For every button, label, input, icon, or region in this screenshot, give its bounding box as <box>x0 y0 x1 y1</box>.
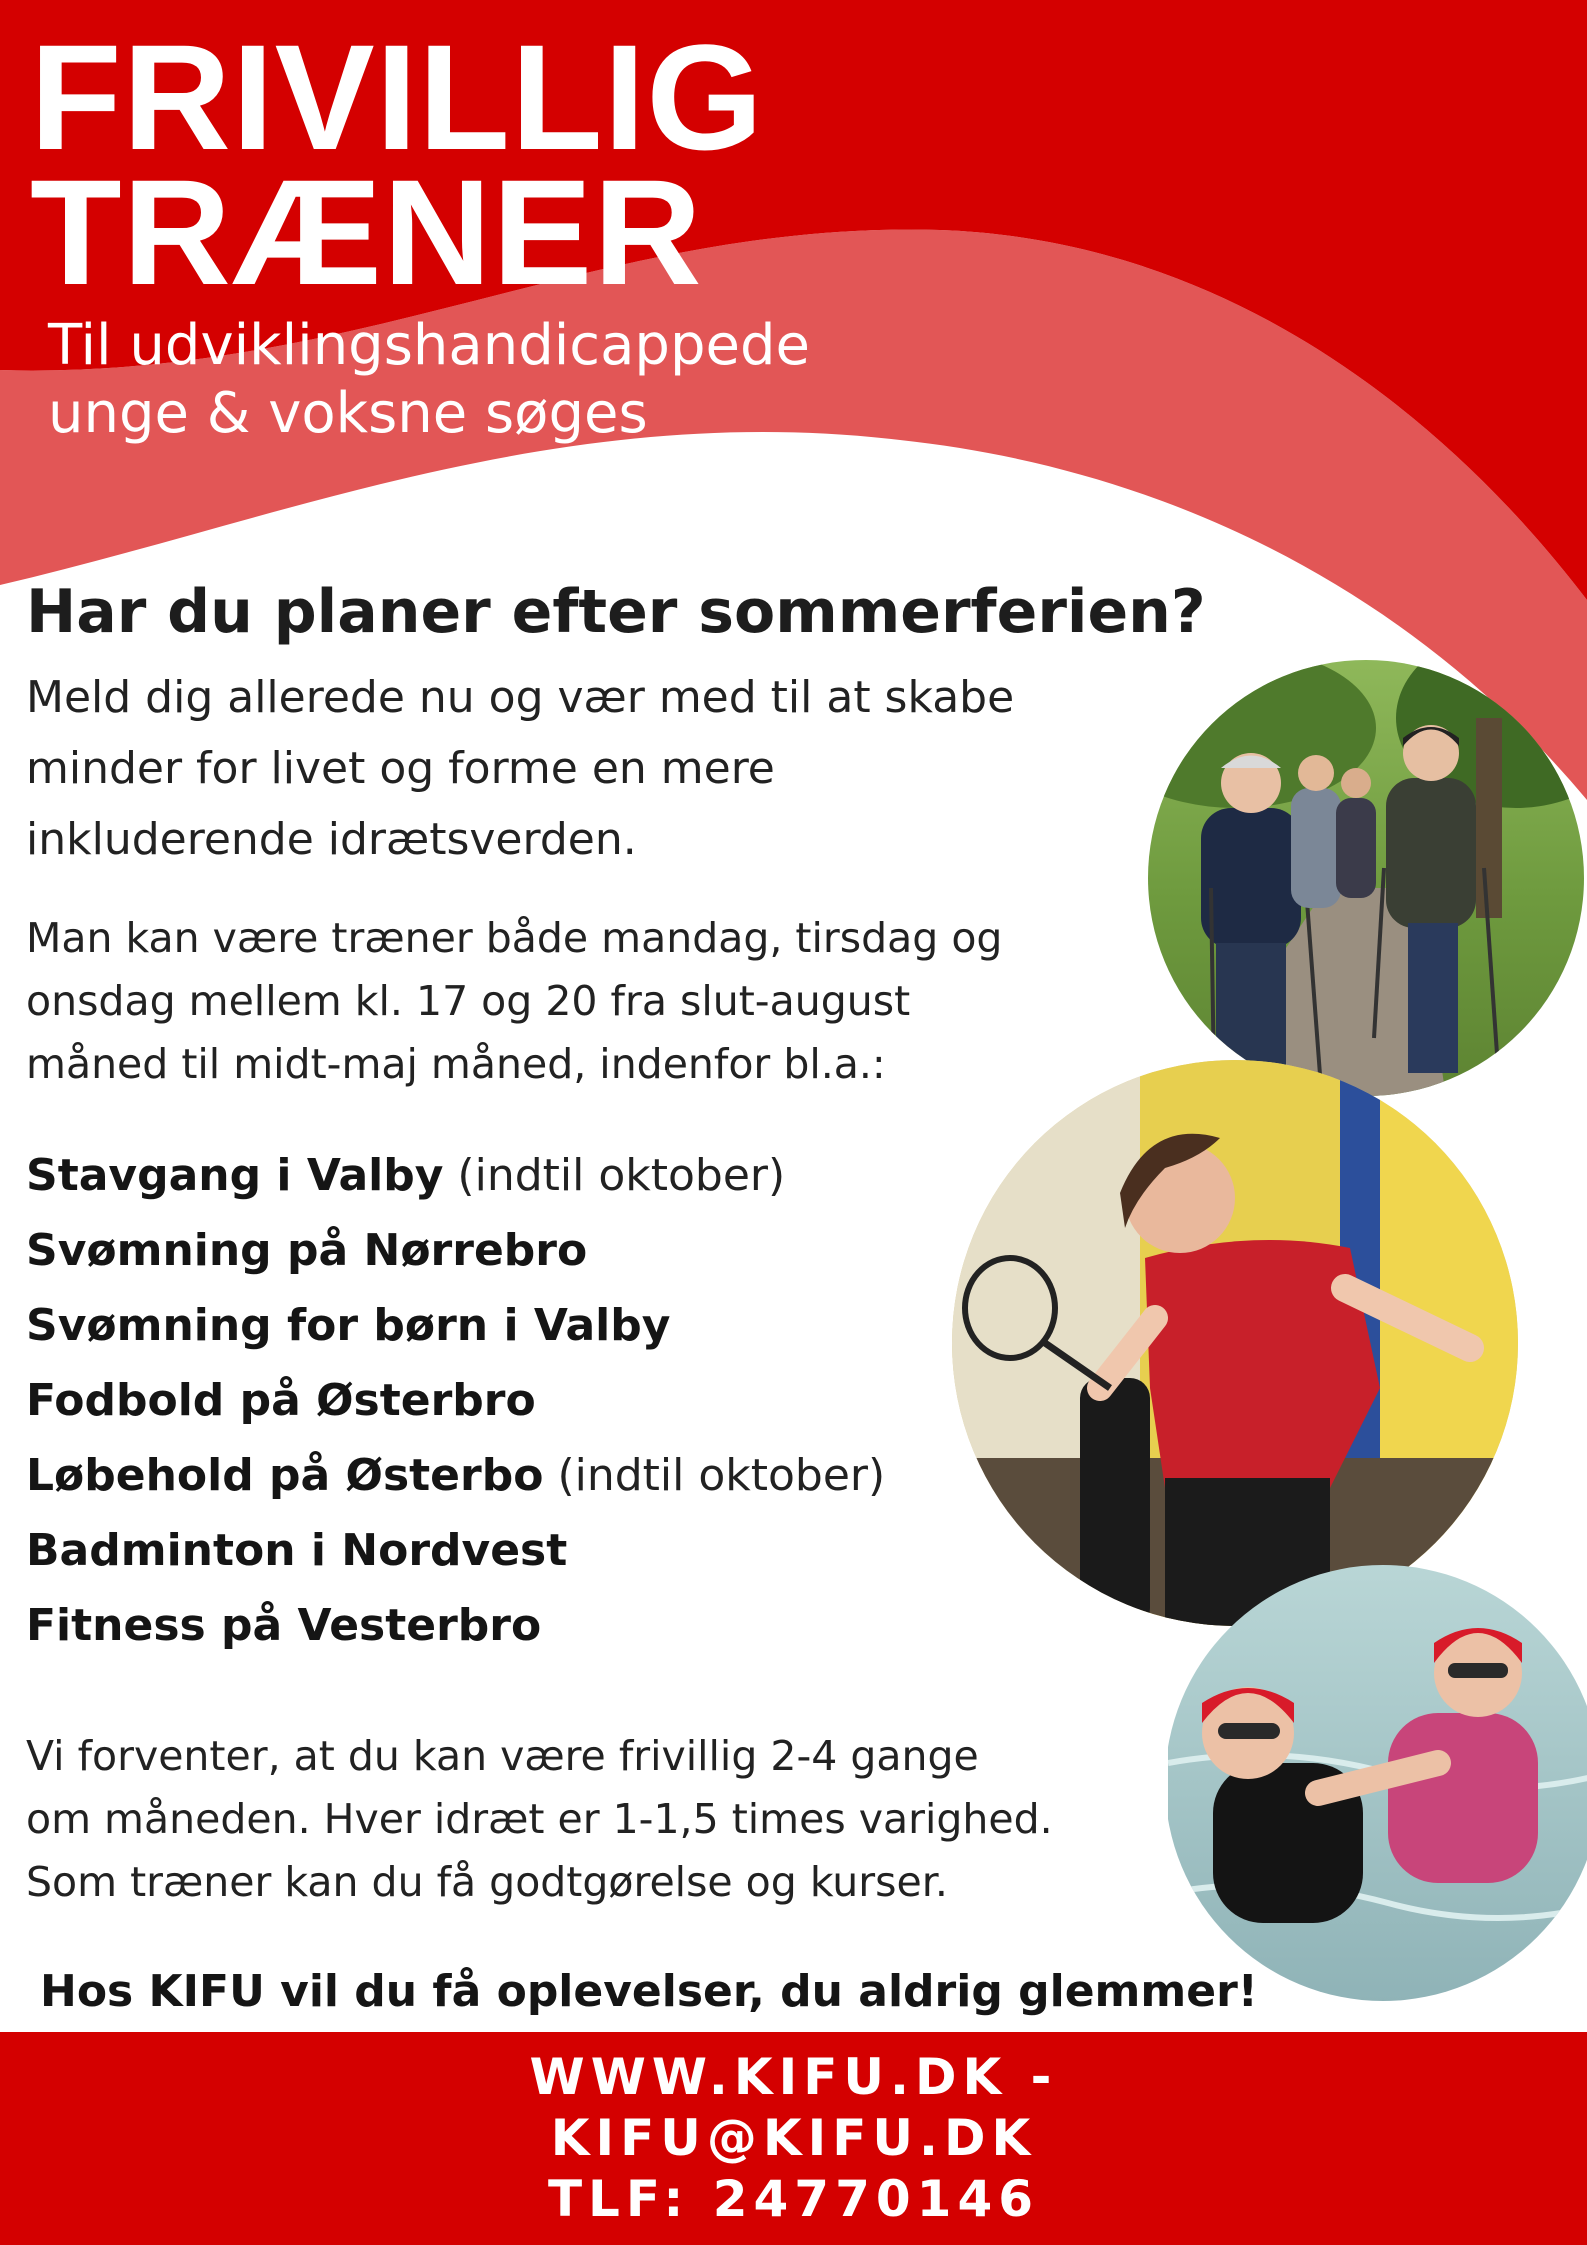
sport-item <box>26 1363 885 1438</box>
sport-item <box>26 1588 885 1663</box>
sport-item <box>26 1213 885 1288</box>
schedule-paragraph <box>26 907 1002 1096</box>
sports-list <box>26 1138 885 1663</box>
intro-line: inkluderende idrætsverden. <box>26 814 637 865</box>
title-line-2: TRÆNER <box>30 148 703 316</box>
sport-item <box>26 1513 885 1588</box>
subtitle-line-1: Til udviklingshandicappede <box>48 313 810 378</box>
tagline: Hos KIFU vil du få oplevelser, du aldrig glemmer! <box>40 1966 1258 2017</box>
badminton-photo <box>950 1058 1520 1628</box>
website-link[interactable]: WWW.KIFU.DK - <box>529 2048 1058 2106</box>
intro-line: minder for livet og forme en mere <box>26 743 775 794</box>
sport-item <box>26 1138 885 1213</box>
schedule-line: onsdag mellem kl. 17 og 20 fra slut-august <box>26 977 911 1025</box>
sport-name: Svømning på Nørrebro <box>26 1225 588 1276</box>
page-title <box>30 13 764 316</box>
sport-name: Badminton i Nordvest <box>26 1525 568 1576</box>
headline: Har du planer efter sommerferien? <box>26 577 1206 647</box>
sport-name: Fodbold på Østerbro <box>26 1375 536 1426</box>
schedule-line: Man kan være træner både mandag, tirsdag og <box>26 914 1003 962</box>
contact-footer <box>0 2032 1587 2245</box>
subtitle-line-2: unge & voksne søges <box>48 381 648 446</box>
nordic-walking-photo <box>1146 658 1586 1098</box>
schedule-line: måned til midt-maj måned, indenfor bl.a.: <box>26 1040 886 1088</box>
expect-line: om måneden. Hver idræt er 1-1,5 times varighed. <box>26 1795 1053 1843</box>
sport-name: Stavgang i Valby <box>26 1150 444 1201</box>
email-link[interactable]: KIFU@KIFU.DK <box>550 2109 1037 2167</box>
sport-name: Fitness på Vesterbro <box>26 1600 542 1651</box>
title-line-1: FRIVILLIG <box>30 13 764 181</box>
phone-number[interactable]: TLF: 24770146 <box>547 2170 1040 2228</box>
sport-item <box>26 1288 885 1363</box>
expect-line: Som træner kan du få godtgørelse og kurser. <box>26 1858 948 1906</box>
sport-name: Løbehold på Østerbo <box>26 1450 544 1501</box>
sport-note: (indtil oktober) <box>557 1450 886 1501</box>
sport-note: (indtil oktober) <box>457 1150 786 1201</box>
intro-line: Meld dig allerede nu og vær med til at skabe <box>26 672 1015 723</box>
swimming-photo <box>1168 1563 1587 2003</box>
sport-item <box>26 1438 885 1513</box>
sport-name: Svømning for børn i Valby <box>26 1300 671 1351</box>
expect-line: Vi forventer, at du kan være frivillig 2-4 gange <box>26 1732 979 1780</box>
intro-paragraph <box>26 662 1176 875</box>
subtitle <box>48 312 810 448</box>
expectations-paragraph <box>26 1725 1053 1914</box>
